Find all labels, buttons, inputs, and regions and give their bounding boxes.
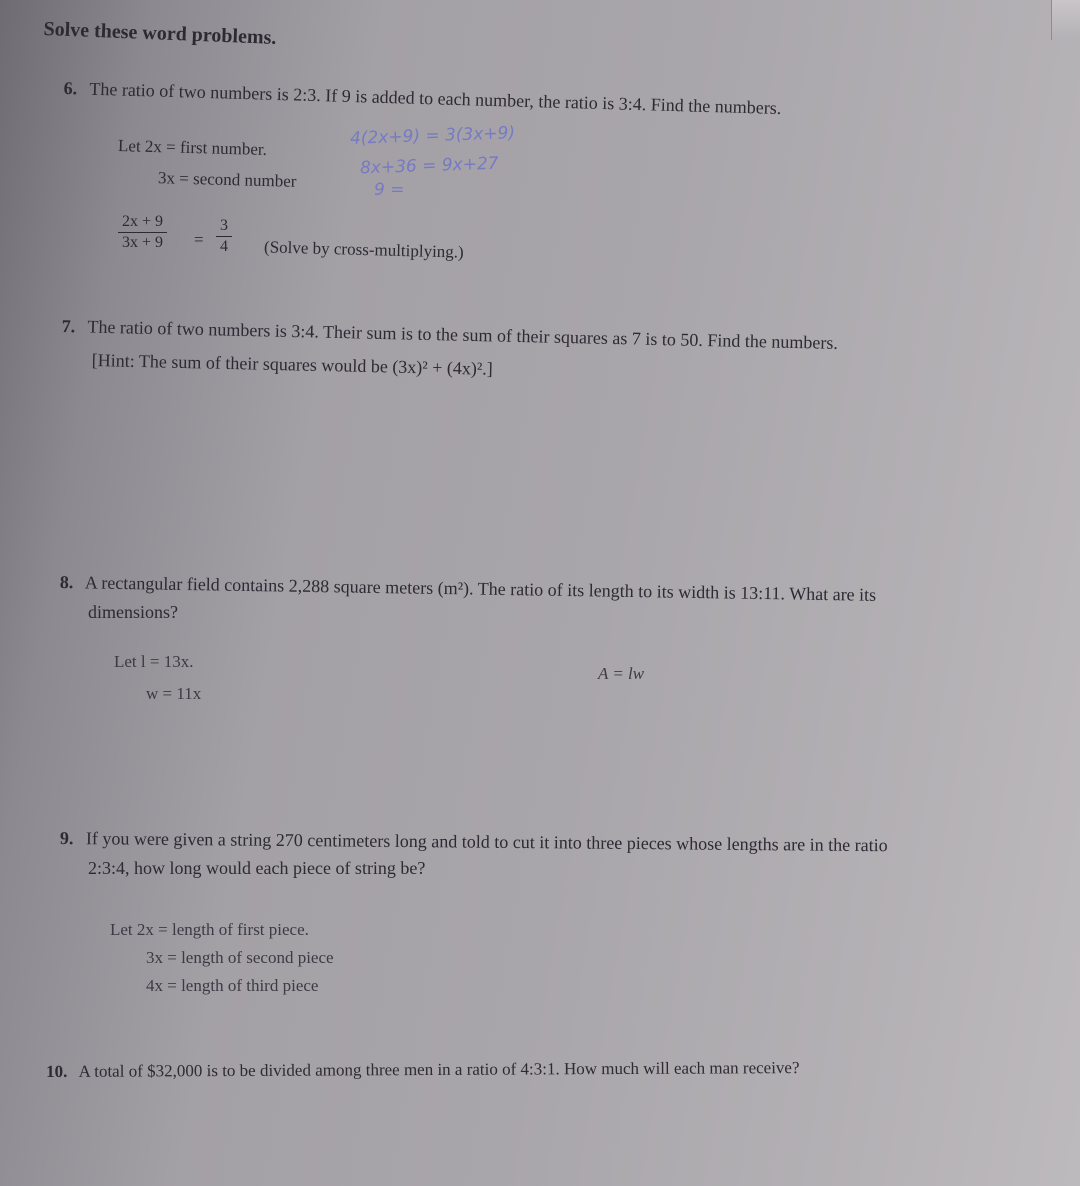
problem-text-continued: 2:3:4, how long would each piece of string be?: [88, 858, 426, 878]
let-statement: 4x = length of third piece: [146, 976, 319, 995]
fraction-right: [216, 216, 232, 257]
let-statement: Let 2x = first number.: [117, 136, 268, 159]
problem-8: [60, 572, 877, 606]
problem-9: [60, 828, 888, 856]
problem-hint: [Hint: The sum of their squares would be (3x)² + (4x)².]: [91, 350, 493, 379]
problem-number: 6.: [63, 78, 78, 99]
problem-7: [62, 316, 839, 354]
let-statement: Let 2x = length of first piece.: [110, 920, 309, 939]
problem-number: 9.: [59, 828, 74, 849]
let-statement: Let l = 13x.: [114, 652, 194, 671]
fraction-denominator: 3x + 9: [122, 234, 164, 251]
problem-10: [46, 1058, 800, 1082]
fraction-denominator: 4: [220, 238, 228, 255]
area-formula: A = lw: [598, 664, 645, 683]
instruction-text: (Solve by cross-multiplying.): [263, 237, 464, 262]
problem-text-continued: dimensions?: [88, 602, 178, 622]
let-statement: w = 11x: [146, 684, 202, 703]
page-heading: Solve these word problems.: [43, 18, 277, 49]
problem-text: The ratio of two numbers is 2:3. If 9 is added to each number, the ratio is 3:4. Find the numbers.: [89, 78, 782, 119]
problem-number: 8.: [59, 572, 74, 593]
fraction-numerator: 2x + 9: [118, 212, 167, 233]
problem-text: If you were given a string 270 centimeters long and told to cut it into three pieces whose lengths are in the ratio: [85, 828, 888, 856]
handwritten-note: 4(2x+9) = 3(3x+9): [349, 123, 516, 149]
let-statement: 3x = second number: [157, 168, 297, 191]
equals-sign: =: [194, 230, 204, 249]
page-corner: [1051, 0, 1080, 40]
problem-6: [63, 78, 781, 119]
problem-text: The ratio of two numbers is 3:4. Their sum is to the sum of their squares as 7 is to 50. Find the numbers.: [87, 316, 839, 353]
problem-number: 10.: [46, 1061, 68, 1081]
problem-text: A rectangular field contains 2,288 square meters (m²). The ratio of its length to its width is 13:11. What are its: [84, 572, 877, 605]
handwritten-note: 9 =: [374, 180, 405, 200]
problem-text: A total of $32,000 is to be divided among three men in a ratio of 4:3:1. How much will each man receive?: [78, 1058, 800, 1081]
fraction-left: [118, 212, 167, 253]
let-statement: 3x = length of second piece: [146, 948, 334, 967]
handwritten-note: 8x+36 = 9x+27: [359, 153, 499, 179]
fraction-numerator: 3: [216, 216, 232, 237]
problem-number: 7.: [61, 316, 76, 337]
